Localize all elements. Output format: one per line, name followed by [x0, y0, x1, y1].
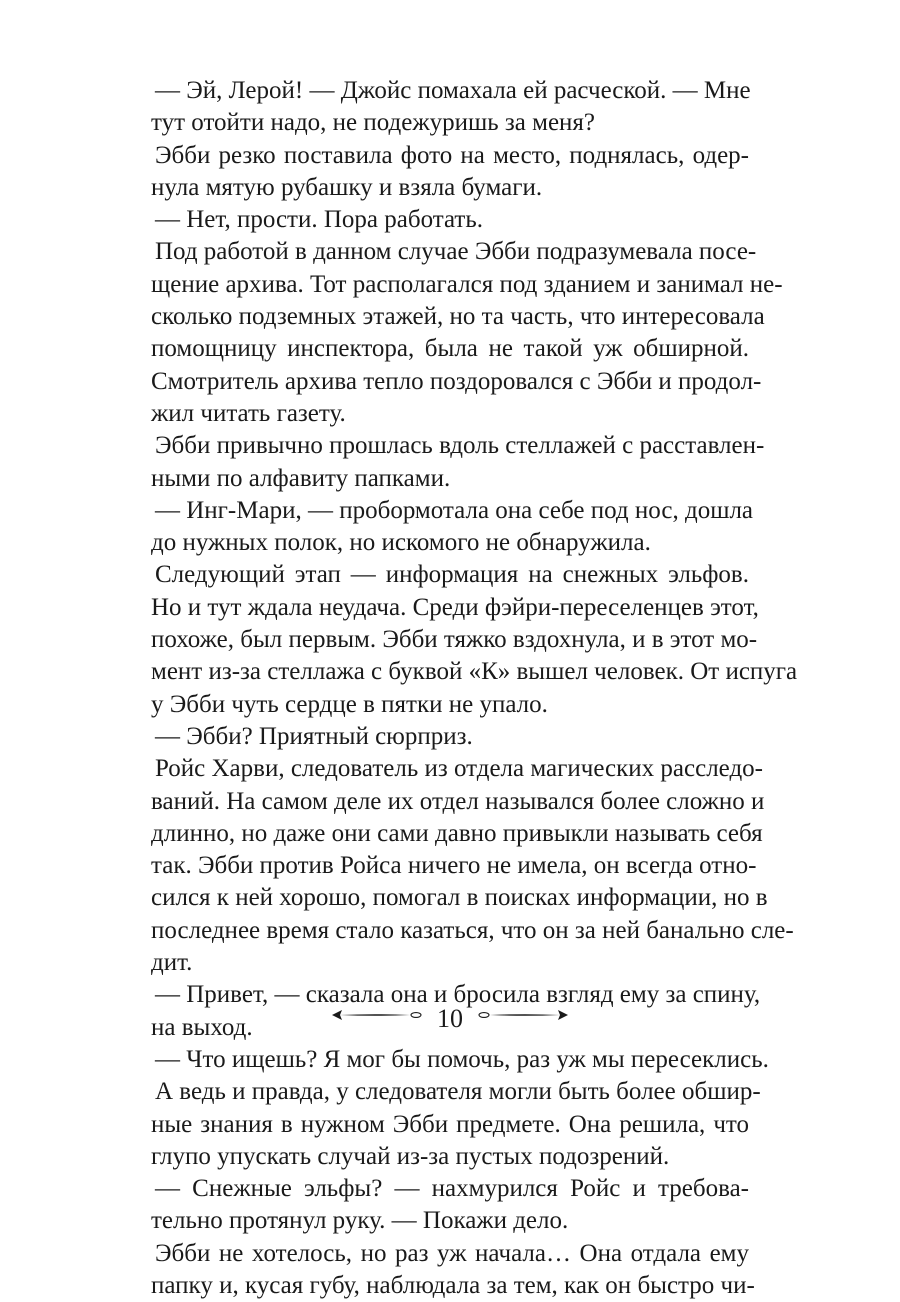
- text-line: сился к ней хорошо, помогал в поисках информации, но в: [151, 884, 768, 912]
- text-line: мент из-за стеллажа с буквой «К» вышел человек. От испуга: [151, 658, 798, 686]
- text-line: Эбби резко поставила фото на место, поднялась, одер-: [155, 141, 749, 169]
- text-line: Ройс Харви, следователь из отдела магических расследо-: [155, 755, 763, 783]
- text-line: — Привет, — сказала она и бросила взгляд ему за спину,: [155, 981, 761, 1009]
- right-arrow-ornament-icon: [472, 1008, 570, 1022]
- text-line: Следующий этап — информация на снежных эльфов.: [155, 561, 749, 589]
- text-line: папку и, кусая губу, наблюдала за тем, как он быстро чи-: [151, 1271, 755, 1299]
- text-line: Эбби не хотелось, но раз уж начала… Она отдала ему: [155, 1239, 749, 1267]
- text-line: до нужных полок, но искомого не обнаружила.: [151, 529, 651, 557]
- text-line: А ведь и правда, у следователя могли быть более обшир-: [155, 1078, 761, 1106]
- text-line: ваний. На самом деле их отдел назывался более сложно и: [151, 787, 765, 815]
- text-line: сколько подземных этажей, но та часть, что интересовала: [151, 303, 765, 331]
- text-line: тут отойти надо, не подежуришь за меня?: [151, 109, 596, 137]
- text-line: — Эй, Лерой! — Джойс помахала ей расческой. — Мне: [155, 77, 751, 104]
- text-line: последнее время стало казаться, что он за ней банально сле-: [151, 916, 794, 944]
- page-number: 10: [437, 1004, 463, 1033]
- text-line: — Снежные эльфы? — нахмурился Ройс и требова-: [155, 1175, 749, 1203]
- text-line: Под работой в данном случае Эбби подразумевала посе-: [155, 238, 757, 266]
- text-line: Смотритель архива тепло поздоровался с Эбби и продол-: [151, 367, 762, 395]
- text-line: дит.: [151, 949, 193, 977]
- text-line: так. Эбби против Ройса ничего не имела, он всегда отно-: [151, 852, 757, 880]
- text-line: — Что ищешь? Я мог бы помочь, раз уж мы пересеклись.: [155, 1045, 769, 1073]
- text-line: — Инг-Мари, — пробормотала она себе под нос, дошла: [155, 496, 754, 524]
- text-line: щение архива. Тот располагался под зданием и занимал не-: [151, 270, 783, 298]
- text-line: нула мятую рубашку и взяла бумаги.: [151, 173, 543, 201]
- text-line: Но и тут ждала неудача. Среди фэйри-переселенцев этот,: [151, 593, 759, 621]
- text-line: ные знания в нужном Эбби предмете. Она решила, что: [151, 1110, 749, 1138]
- text-line: тельно протянул руку. — Покажи дело.: [151, 1207, 569, 1235]
- text-line: Эбби привычно прошлась вдоль стеллажей с расставлен-: [155, 432, 765, 460]
- text-line: ными по алфавиту папками.: [151, 464, 451, 492]
- text-line: помощницу инспектора, была не такой уж обширной.: [151, 335, 749, 363]
- text-line: у Эбби чуть сердце в пятки не упало.: [151, 690, 548, 718]
- text-line: похоже, был первым. Эбби тяжко вздохнула, и в этот мо-: [151, 626, 758, 654]
- page-footer: [0, 1000, 900, 1040]
- body-text: [151, 75, 798, 1302]
- text-line: — Эбби? Приятный сюрприз.: [155, 722, 473, 750]
- text-line: на выход.: [151, 1013, 253, 1041]
- text-line: длинно, но даже они сами давно привыкли называть себя: [151, 819, 763, 847]
- text-line: — Нет, прости. Пора работать.: [155, 206, 483, 234]
- text-line: глупо упускать случай из-за пустых подозрений.: [151, 1142, 670, 1170]
- text-line: жил читать газету.: [151, 399, 346, 427]
